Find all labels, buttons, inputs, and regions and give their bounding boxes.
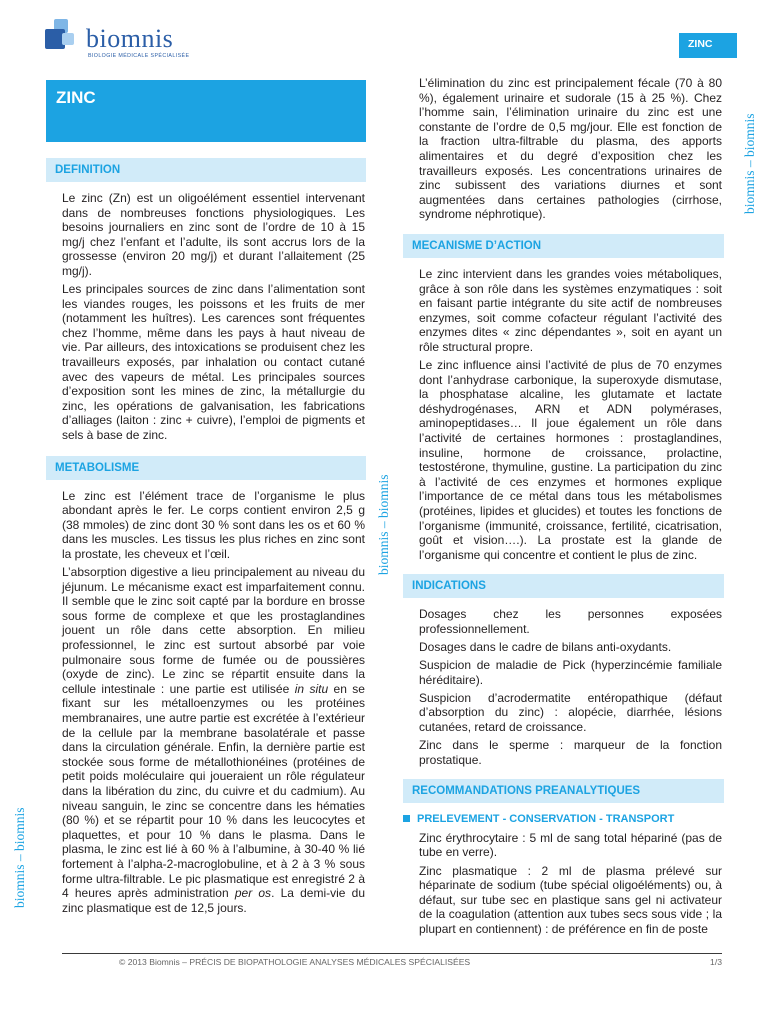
metabolisme-text: . La demi-vie du zinc plasmatique est de 12,5 jours. <box>62 886 365 915</box>
page-number: 1/3 <box>710 957 722 967</box>
topic-tag: ZINC <box>679 33 737 58</box>
section-heading-recommandations: RECOMMANDATIONS PREANALYTIQUES <box>403 779 724 803</box>
footer-divider <box>62 953 722 954</box>
indication-item: Dosages dans le cadre de bilans anti-oxydants. <box>419 640 672 654</box>
definition-paragraph: Les principales sources de zinc dans l’alimentation sont les viandes rouges, les poissons et les fruits de mer (notamment les huîtres). Les carences sont fréquentes chez l’homme, même dans les pays à haut niveau de vie. Par ailleurs, des intoxications se produisent chez les travailleurs exposés, par inhalation ou contact cutané avec des vapeurs de métal. Les principales sources d’exposition sont les mines de zinc, la métallurgie du zinc, les opérations de galvanisation, les fabrications d’alliages (laiton : zinc + cuivre), l’emploi de pigments et sels à base de zinc. <box>62 282 365 442</box>
square-bullet-icon <box>403 815 410 822</box>
section-heading-definition: DEFINITION <box>46 158 366 182</box>
right-column <box>412 76 722 940</box>
footer-copyright: © 2013 Biomnis – PRÉCIS DE BIOPATHOLOGIE ANALYSES MÉDICALES SPÉCIALISÉES <box>119 957 471 967</box>
subheading-text: PRELEVEMENT - CONSERVATION - TRANSPORT <box>417 813 675 826</box>
metabolisme-italic: in situ <box>294 681 329 696</box>
mecanisme-paragraph: Le zinc intervient dans les grandes voies métaboliques, grâce à son rôle dans les systèmes enzymatiques : soit en faisant partie intégrante du site actif de nombreuses enzymes, soit comme cofacteur régulant l’activité des enzymes dites « zinc dépendantes », soit en ayant un rôle structural propre. <box>419 266 722 354</box>
metabolisme-paragraph <box>62 565 365 915</box>
section-heading-metabolisme: METABOLISME <box>46 456 366 480</box>
page-title-text: ZINC <box>56 88 96 107</box>
side-brand-bottom-left: biomnis – biomnis <box>12 807 27 908</box>
indication-item: Zinc dans le sperme : marqueur de la fonction prostatique. <box>419 738 722 767</box>
biomnis-logo <box>44 18 204 60</box>
definition-paragraph: Le zinc (Zn) est un oligoélément essentiel intervenant dans de nombreuses fonctions physiologiques. Les besoins journaliers en zinc sont de l’ordre de 10 à 15 mg/j chez l’enfant et l’adulte, ils sont accrus lors de la grossesse (environ 20 mg/j) et durant l’allaitement (25 mg/j). <box>62 191 365 278</box>
logo-wordmark: biomnis <box>86 24 174 53</box>
section-heading-mecanisme: MECANISME D’ACTION <box>403 234 724 258</box>
metabolisme-continued-paragraph: L’élimination du zinc est principalement fécale (70 à 80 %), également urinaire et sudorale (15 à 25 %). Chez l’homme sain, l’élimination urinaire du zinc est une constante de l’ordre de 0,5 mg/jour. Elle est fonction de la fraction ultra-filtrable du plasma, des apports alimentaires et du degré d’exposition chez les travailleurs exposés. Les concentrations urinaires de zinc subissent des variations diurnes et sont augmentées dans certaines pathologies (cirrhose, syndrome néphrotique). <box>419 76 722 222</box>
indication-item: Dosages chez les personnes exposées professionnellement. <box>419 607 722 636</box>
recommandation-paragraph: Zinc plasmatique : 2 ml de plasma prélevé sur héparinate de sodium (tube spécial oligoéléments) ou, à défaut, sur tube sec en plastique sans gel ni activateur de la coagulation (attention aux tubes secs sous vide ; la plupart en contiennent) : de préférence en fin de poste <box>419 863 722 936</box>
mecanisme-paragraph: Le zinc influence ainsi l’activité de plus de 70 enzymes dont l’anhydrase carbonique, la superoxyde dismutase, la phosphatase alcaline, les glutamate et lactate déshydrogénases, ARN et ADN polymérases, aminopeptidases… Il joue également un rôle dans l’activité de certaines hormones : prostaglandines, insuline, hormone de croissance, prolactine, testostérone, thymuline, gustine. La participation du zinc à l’activité de ces enzymes et hormones explique l’importance de ce métal dans tous les métabolismes (protéines, lipides et glucides) et toutes les fonctions de l’organisme (immunité, croissance, fertilité, cicatrisation, goût et vision….). La prostate est la glande de l’organisme qui concentre et contient le plus de zinc. <box>419 358 722 562</box>
indication-item: Suspicion de maladie de Pick (hyperzincémie familiale héréditaire). <box>419 658 722 687</box>
section-heading-indications: INDICATIONS <box>403 574 724 598</box>
metabolisme-text: en se fixant sur les métalloenzymes ou les protéines membranaires, une autre partie est excrétée à l’extérieur de la cellule par la membrane basolatérale et passe dans la circulation générale. Enfin, la dernière partie est stockée sous forme de métallothionéines (protéines de petit poids moléculaire qui joueraient un rôle régulateur dans la libération du zinc, du cuivre et du cadmium). Au niveau sanguin, le zinc se concentre dans les hématies (80 %) et se répartit pour 10 % dans les leucocytes et plaquettes, et pour 10 % dans le plasma. Dans le plasma, le zinc est lié à 60 % à l’albumine, à 30-40 % lié fortement à l’alpha-2-macroglobuline, et à 2 à 3 % sous forme ultra-filtrable. Le pic plasmatique est enregistré 2 à 4 heures après administration <box>62 681 365 901</box>
recommandation-paragraph: Zinc érythrocytaire : 5 ml de sang total hépariné (pas de tube en verre). <box>419 830 722 860</box>
logo-tagline: BIOLOGIE MÉDICALE SPÉCIALISÉE <box>88 53 190 59</box>
side-brand-middle: biomnis – biomnis <box>376 474 391 575</box>
page-title <box>46 80 366 142</box>
subheading-prelevement <box>403 812 722 827</box>
metabolisme-text: L’absorption digestive a lieu principalement au niveau du jéjunum. Le mécanisme exact est imparfaitement connu. Il semble que le zinc soit capté par la bordure en brosse sous forme de complexe et que les prostaglandines jouent un rôle dans cette absorption. En milieu professionnel, le zinc est surtout absorbé par voie pulmonaire sous forme de fumée ou de poussières (oxyde de zinc). Le zinc se répartit ensuite dans la cellule intestinale : une partie est utilisée <box>62 565 365 696</box>
metabolisme-italic: per os <box>234 886 272 901</box>
side-brand-top-right: biomnis – biomnis <box>742 113 757 214</box>
indication-item: Suspicion d’acrodermatite entéropathique (défaut d’absorption du zinc) : alopécie, diarrhée, lésions cutanées, retard de croissance. <box>419 690 722 734</box>
metabolisme-paragraph: Le zinc est l’élément trace de l’organisme le plus abondant après le fer. Le corps contient environ 2,5 g (38 mmoles) de zinc dont 30 % sont dans les os et 60 % dans les muscles. Les tissus les plus riches en zinc sont la prostate, les cheveux et l’œil. <box>62 488 365 561</box>
logo-squares-icon <box>44 18 84 58</box>
left-column <box>55 164 365 919</box>
